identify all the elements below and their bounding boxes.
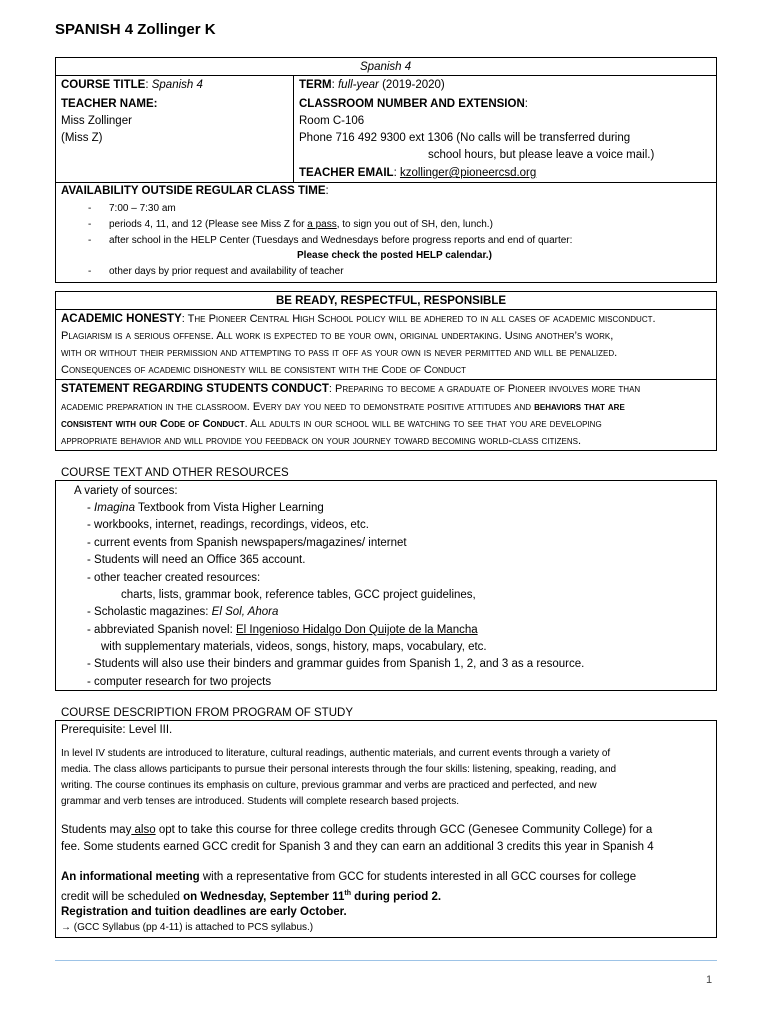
meeting-line: credit will be scheduled on Wednesday, September 11th during period 2.: [61, 890, 442, 903]
room: Room C-106: [299, 115, 365, 127]
honesty-line: ACADEMIC HONESTY: The Pioneer Central High School policy will be adhered to in all cases of academic misconduct.: [61, 313, 656, 325]
term: TERM: full-year (2019-2020): [299, 79, 445, 91]
resource-item: - current events from Spanish newspapers/magazines/ internet: [87, 537, 407, 549]
resources-intro: A variety of sources:: [74, 485, 178, 497]
availability-item: periods 4, 11, and 12 (Please see Miss Z for a pass, to sign you out of SH, den, lunch.): [109, 219, 493, 230]
prerequisite: Prerequisite: Level III.: [61, 724, 173, 736]
course-title: COURSE TITLE: Spanish 4: [61, 79, 203, 91]
resource-item: - computer research for two projects: [87, 676, 272, 688]
help-calendar-note: Please check the posted HELP calendar.): [297, 250, 492, 261]
statement-line: academic preparation in the classroom. Every day you need to demonstrate positive attitudes and behaviors that are: [61, 401, 625, 413]
resource-item: - Imagina Textbook from Vista Higher Learning: [87, 502, 324, 514]
resource-item: - Students will also use their binders and grammar guides from Spanish 1, 2, and 3 as a resource.: [87, 658, 585, 670]
availability-item: other days by prior request and availability of teacher: [109, 266, 344, 277]
meeting-line: An informational meeting with a representative from GCC for students interested in all GCC courses for college: [61, 871, 637, 883]
resources-heading: COURSE TEXT AND OTHER RESOURCES: [61, 467, 289, 479]
resource-item: - other teacher created resources:: [87, 572, 261, 584]
honesty-line: Plagiarism is a serious offense. All work is expected to be your own, original undertaking. Using another’s work,: [61, 330, 614, 342]
description-line: writing. The course continues its emphasis on culture, previous grammar and verbs are practiced and perfected, and new: [61, 780, 597, 791]
resource-item: - Scholastic magazines: El Sol, Ahora: [87, 606, 279, 618]
teacher-name: Miss Zollinger: [61, 115, 132, 127]
honesty-line: with or without their permission and attempting to pass it off as your own is never permitted and will be penalized.: [61, 347, 618, 359]
teacher-nickname: (Miss Z): [61, 132, 103, 144]
resource-item: - abbreviated Spanish novel: El Ingenioso Hidalgo Don Quijote de la Mancha: [87, 624, 478, 636]
course-label-top: Spanish 4: [360, 61, 412, 73]
phone-line-2: school hours, but please leave a voice mail.): [428, 149, 655, 161]
footer-divider: [55, 960, 717, 961]
availability-item: after school in the HELP Center (Tuesdays and Wednesdays before progress reports and end of quarter:: [109, 235, 573, 246]
phone-line-1: Phone 716 492 9300 ext 1306 (No calls will be transferred during: [299, 132, 631, 144]
description-line: In level IV students are introduced to literature, cultural readings, authentic materials, and current events through a variety of: [61, 748, 611, 759]
classroom-label: CLASSROOM NUMBER AND EXTENSION:: [299, 98, 528, 110]
description-heading: COURSE DESCRIPTION FROM PROGRAM OF STUDY: [61, 707, 353, 719]
email-link[interactable]: kzollinger@pioneercsd.org: [399, 167, 537, 179]
resource-item: - Students will need an Office 365 account.: [87, 554, 306, 566]
teacher-name-label: TEACHER NAME:: [61, 98, 158, 110]
availability-label: AVAILABILITY OUTSIDE REGULAR CLASS TIME:: [61, 185, 329, 197]
honesty-line: Consequences of academic dishonesty will be consistent with the Code of Conduct: [61, 364, 467, 376]
gcc-option-line: fee. Some students earned GCC credit for Spanish 3 and they can earn an additional 3 credits this year in Spanish 4: [61, 841, 654, 853]
resource-subitem: charts, lists, grammar book, reference tables, GCC project guidelines,: [121, 589, 476, 601]
description-line: media. The class allows participants to pursue their personal interests through the four skills: listening, speaking, reading, and: [61, 764, 617, 775]
statement-line: STATEMENT REGARDING STUDENTS CONDUCT: Preparing to become a graduate of Pioneer involves more than: [61, 383, 641, 395]
deadlines: Registration and tuition deadlines are early October.: [61, 906, 347, 918]
conduct-heading: BE READY, RESPECTFUL, RESPONSIBLE: [276, 295, 507, 307]
gcc-option-line: Students may also opt to take this course for three college credits through GCC (Genesee Community College) for a: [61, 824, 653, 836]
resource-item: - workbooks, internet, readings, recordings, videos, etc.: [87, 519, 369, 531]
resource-subitem: with supplementary materials, videos, songs, history, maps, vocabulary, etc.: [101, 641, 487, 653]
statement-line: appropriate behavior and will provide you feedback on your journey toward becoming world-class citizens.: [61, 435, 581, 447]
availability-item: 7:00 – 7:30 am: [109, 203, 176, 214]
teacher-email: TEACHER EMAIL: kzollinger@pioneercsd.org: [299, 167, 537, 179]
page-number: 1: [706, 974, 713, 986]
page-title: SPANISH 4 Zollinger K: [55, 21, 216, 38]
syllabus-note: → (GCC Syllabus (pp 4-11) is attached to PCS syllabus.): [61, 922, 314, 933]
statement-line: consistent with our Code of Conduct. All adults in our school will be watching to see that you are developing: [61, 418, 602, 430]
description-line: grammar and verb tenses are introduced. Students will complete research based projects.: [61, 796, 459, 807]
